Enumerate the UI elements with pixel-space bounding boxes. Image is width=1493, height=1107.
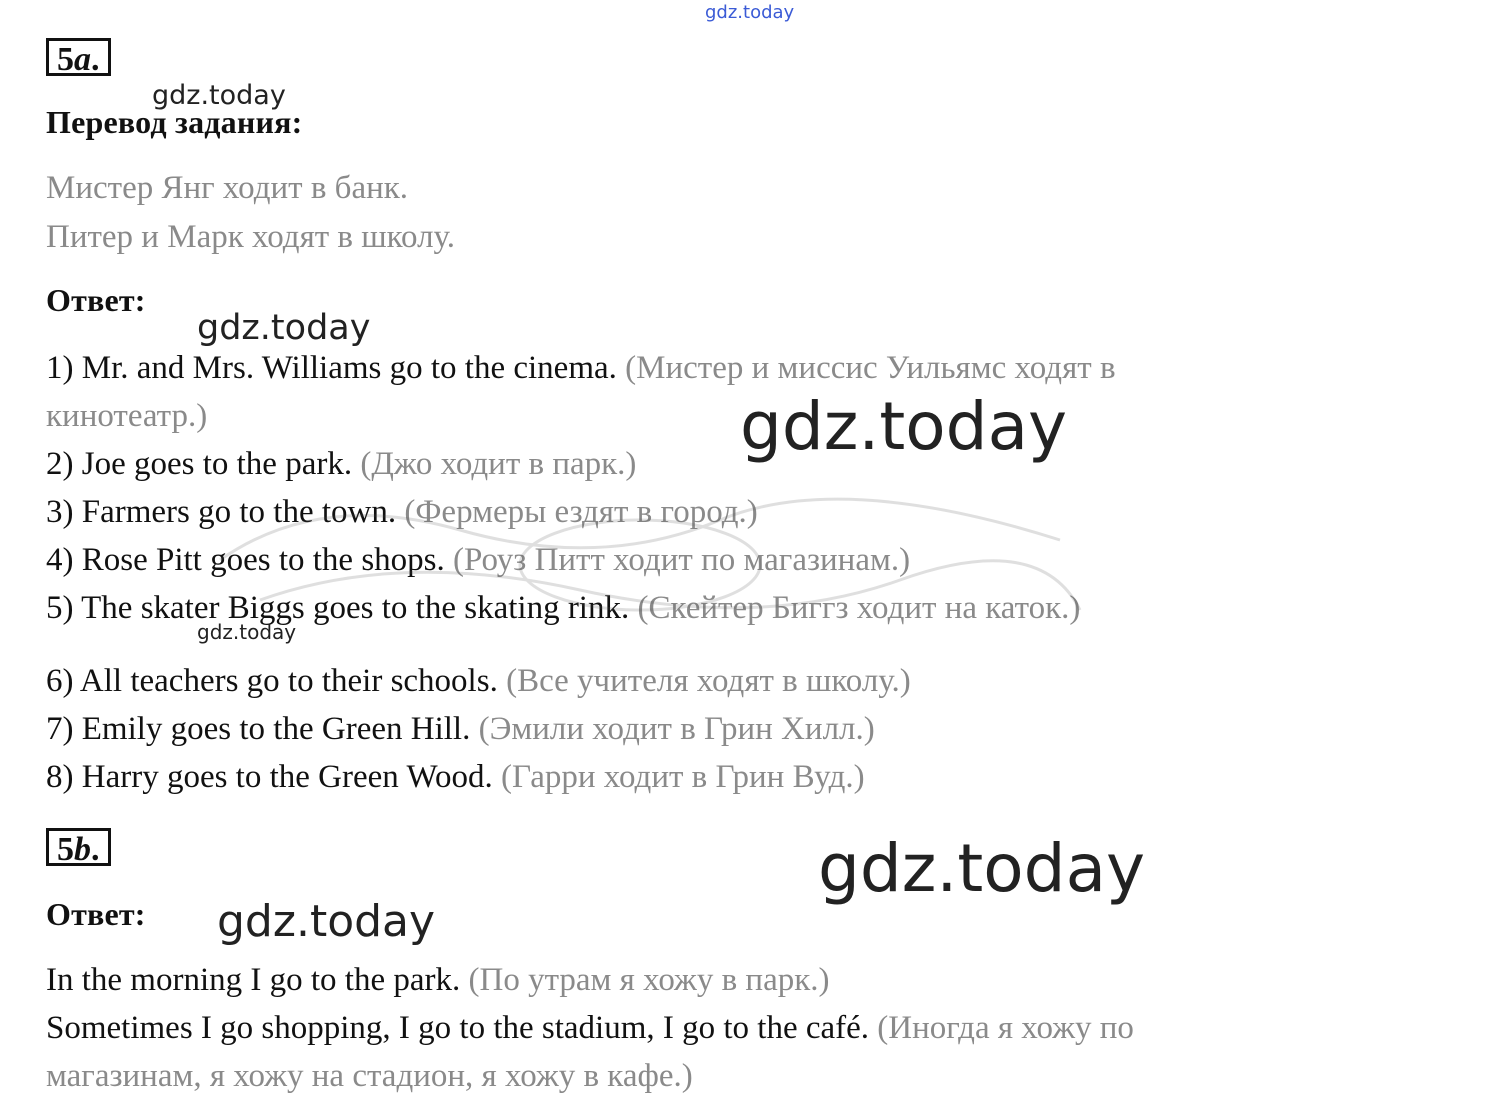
exercise-letter: b <box>74 831 91 868</box>
answer-russian: (Джо ходит в парк.) <box>360 446 637 482</box>
answer-english: Sometimes I go shopping, I go to the stadium, I go to the café. <box>46 1010 870 1046</box>
answer-english: 8) Harry goes to the Green Wood. <box>46 759 493 795</box>
answer-line <box>46 1008 1134 1048</box>
watermark: gdz.today <box>818 830 1146 907</box>
exercise-letter: a <box>74 41 91 78</box>
answer-line <box>46 709 875 749</box>
answer-russian: (Гарри ходит в Грин Вуд.) <box>500 759 865 795</box>
answer-english: 3) Farmers go to the town. <box>46 494 397 530</box>
answer-russian: (Иногда я хожу по <box>877 1010 1134 1046</box>
exercise-dot: . <box>91 41 100 78</box>
answer-russian: (Все учителя ходят в школу.) <box>506 663 911 699</box>
answer-english: 5) The skater Biggs goes to the skating rink. <box>46 590 630 626</box>
answer-english: 2) Joe goes to the park. <box>46 446 353 482</box>
exercise-number: 5 <box>57 41 74 78</box>
exercise-label-5a <box>46 38 111 76</box>
answer-english: 6) All teachers go to their schools. <box>46 663 498 699</box>
watermark: gdz.today <box>152 80 286 111</box>
exercise-dot: . <box>91 831 100 868</box>
answer-russian: (Мистер и миссис Уильямс ходят в <box>625 350 1116 386</box>
answer-line <box>46 960 830 1000</box>
task-line: Мистер Янг ходит в банк. <box>46 170 409 206</box>
task-translation-heading: Перевод задания: <box>46 104 303 140</box>
answer-russian: (Фермеры ездят в город.) <box>404 494 758 530</box>
answer-russian: (Роуз Питт ходит по магазинам.) <box>453 542 911 578</box>
answer-line <box>46 757 865 797</box>
answer-line <box>46 348 1116 388</box>
answer-russian: (Скейтер Биггз ходит на каток.) <box>637 590 1081 626</box>
answer-russian: (Эмили ходит в Грин Хилл.) <box>478 711 875 747</box>
watermark-top: gdz.today <box>705 2 795 23</box>
answer-english: In the morning I go to the park. <box>46 962 461 998</box>
answer-english: 7) Emily goes to the Green Hill. <box>46 711 471 747</box>
answer-heading: Ответ: <box>46 896 146 932</box>
answer-english: 1) Mr. and Mrs. Williams go to the cinema. <box>46 350 617 386</box>
watermark: gdz.today <box>217 896 436 947</box>
answer-line <box>46 661 911 701</box>
watermark: gdz.today <box>197 308 371 348</box>
faint-overlay-watermark <box>200 470 1100 640</box>
answer-russian-continuation: магазинам, я хожу на стадион, я хожу в кафе.) <box>46 1058 693 1094</box>
answer-russian-continuation: кинотеатр.) <box>46 398 208 434</box>
exercise-number: 5 <box>57 831 74 868</box>
answer-russian: (По утрам я хожу в парк.) <box>468 962 830 998</box>
answer-heading: Ответ: <box>46 282 146 318</box>
answer-english: 4) Rose Pitt goes to the shops. <box>46 542 445 578</box>
exercise-label-5b <box>46 828 111 866</box>
task-line: Питер и Марк ходят в школу. <box>46 219 456 255</box>
watermark: gdz.today <box>740 388 1068 465</box>
watermark: gdz.today <box>197 620 297 644</box>
